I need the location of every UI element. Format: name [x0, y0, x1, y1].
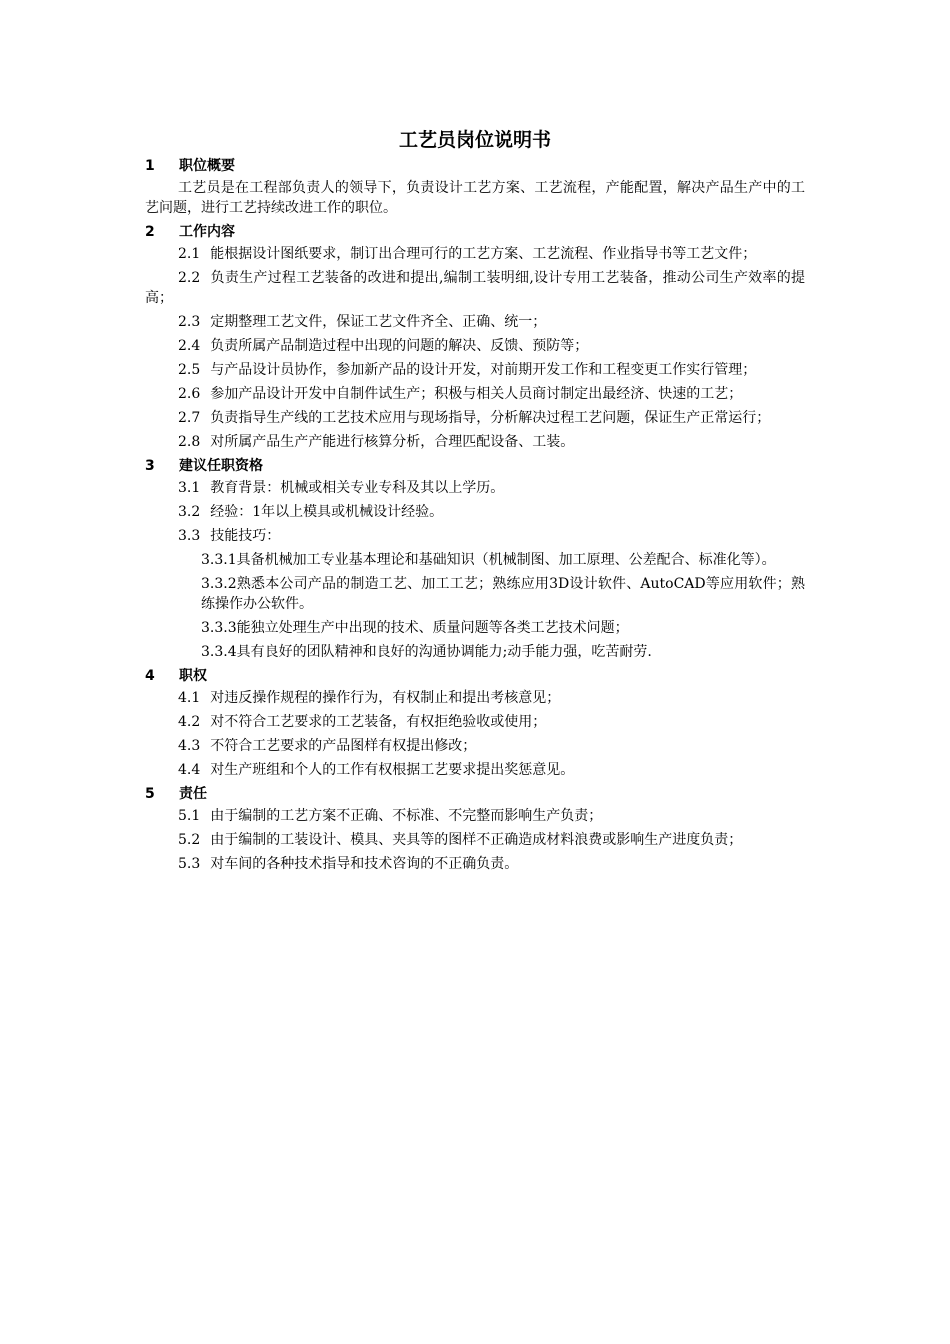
list-item	[145, 830, 805, 850]
item-number: 4.1	[178, 690, 201, 706]
section-title: 职权	[179, 668, 207, 684]
section-number: 3	[145, 458, 155, 474]
item-number: 3.2	[178, 504, 201, 520]
list-item	[145, 244, 805, 264]
item-text: 不符合工艺要求的产品图样有权提出修改；	[210, 738, 477, 754]
list-item	[145, 760, 805, 780]
section-5	[145, 784, 805, 874]
section-4	[145, 666, 805, 780]
item-text: 由于编制的工装设计、模具、夹具等的图样不正确造成材料浪费或影响生产进度负责；	[210, 832, 743, 848]
section-3	[145, 456, 805, 662]
section-heading	[145, 456, 805, 476]
sub-list-item: 3.3.4具有良好的团队精神和良好的沟通协调能力;动手能力强，吃苦耐劳.	[201, 644, 652, 660]
item-text: 由于编制的工艺方案不正确、不标准、不完整而影响生产负责；	[210, 808, 603, 824]
sub-list-item: 3.3.1具备机械加工专业基本理论和基础知识（机械制图、加工原理、公差配合、标准化等）。	[201, 552, 776, 568]
item-number: 2.4	[178, 338, 201, 354]
item-text: 对违反操作规程的操作行为，有权制止和提出考核意见；	[210, 690, 561, 706]
item-text: 能根据设计图纸要求，制订出合理可行的工艺方案、工艺流程、作业指导书等工艺文件；	[210, 246, 757, 262]
item-text: 对生产班组和个人的工作有权根据工艺要求提出奖惩意见。	[210, 762, 575, 778]
item-text: 技能技巧：	[210, 528, 281, 544]
list-item	[145, 502, 805, 522]
list-item	[145, 736, 805, 756]
item-text: 对车间的各种技术指导和技术咨询的不正确负责。	[210, 856, 519, 872]
list-item	[145, 432, 805, 452]
item-text: 经验：1年以上模具或机械设计经验。	[210, 504, 444, 520]
item-number: 2.1	[178, 246, 201, 262]
section-2	[145, 222, 805, 452]
list-item	[145, 312, 805, 332]
section-paragraph: 工艺员是在工程部负责人的领导下，负责设计工艺方案、工艺流程，产能配置，解决产品生产中的工艺问题，进行工艺持续改进工作的职位。	[145, 180, 805, 216]
document-title: 工艺员岗位说明书	[398, 129, 551, 151]
list-item	[145, 712, 805, 732]
list-item	[145, 688, 805, 708]
list-item	[145, 526, 805, 546]
item-text: 定期整理工艺文件，保证工艺文件齐全、正确、统一；	[210, 314, 547, 330]
list-item	[145, 806, 805, 826]
item-number: 4.2	[178, 714, 201, 730]
item-text: 参加产品设计开发中自制件试生产；积极与相关人员商讨制定出最经济、快速的工艺；	[210, 386, 743, 402]
list-item	[145, 336, 805, 356]
section-1	[145, 156, 805, 218]
list-item	[145, 360, 805, 380]
section-heading	[145, 156, 805, 176]
section-number: 2	[145, 224, 155, 240]
item-text: 教育背景：机械或相关专业专科及其以上学历。	[210, 480, 505, 496]
list-item	[145, 268, 805, 308]
list-item	[145, 408, 805, 428]
item-number: 4.3	[178, 738, 201, 754]
item-number: 5.1	[178, 808, 201, 824]
item-number: 4.4	[178, 762, 201, 778]
item-number: 2.5	[178, 362, 201, 378]
item-number: 2.8	[178, 434, 201, 450]
item-number: 2.2	[178, 270, 201, 286]
item-number: 2.3	[178, 314, 201, 330]
sub-list-item: 3.3.2熟悉本公司产品的制造工艺、加工工艺；熟练应用3D设计软件、AutoCAD等应用软件；熟练操作办公软件。	[201, 576, 805, 612]
list-item	[145, 478, 805, 498]
list-item	[145, 384, 805, 404]
section-heading	[145, 784, 805, 804]
section-number: 4	[145, 668, 155, 684]
item-number: 2.6	[178, 386, 201, 402]
item-text: 负责生产过程工艺装备的改进和提出,编制工装明细,设计专用工艺装备，推动公司生产效率的提高；	[145, 270, 805, 306]
sub-list-item: 3.3.3能独立处理生产中出现的技术、质量问题等各类工艺技术问题；	[201, 620, 629, 636]
list-item	[145, 854, 805, 874]
section-title: 职位概要	[179, 158, 235, 174]
section-title: 工作内容	[179, 224, 235, 240]
item-text: 负责所属产品制造过程中出现的问题的解决、反馈、预防等；	[210, 338, 589, 354]
section-number: 1	[145, 158, 155, 174]
item-number: 3.1	[178, 480, 201, 496]
section-title: 建议任职资格	[179, 458, 263, 474]
document-body	[145, 156, 805, 878]
section-number: 5	[145, 786, 155, 802]
item-text: 对所属产品生产产能进行核算分析，合理匹配设备、工装。	[210, 434, 575, 450]
item-number: 2.7	[178, 410, 201, 426]
section-heading	[145, 666, 805, 686]
item-text: 与产品设计员协作，参加新产品的设计开发，对前期开发工作和工程变更工作实行管理；	[210, 362, 757, 378]
section-heading	[145, 222, 805, 242]
item-number: 3.3	[178, 528, 201, 544]
item-number: 5.2	[178, 832, 201, 848]
item-number: 5.3	[178, 856, 201, 872]
item-text: 负责指导生产线的工艺技术应用与现场指导，分析解决过程工艺问题，保证生产正常运行；	[210, 410, 771, 426]
section-title: 责任	[179, 786, 207, 802]
item-text: 对不符合工艺要求的工艺装备，有权拒绝验收或使用；	[210, 714, 547, 730]
